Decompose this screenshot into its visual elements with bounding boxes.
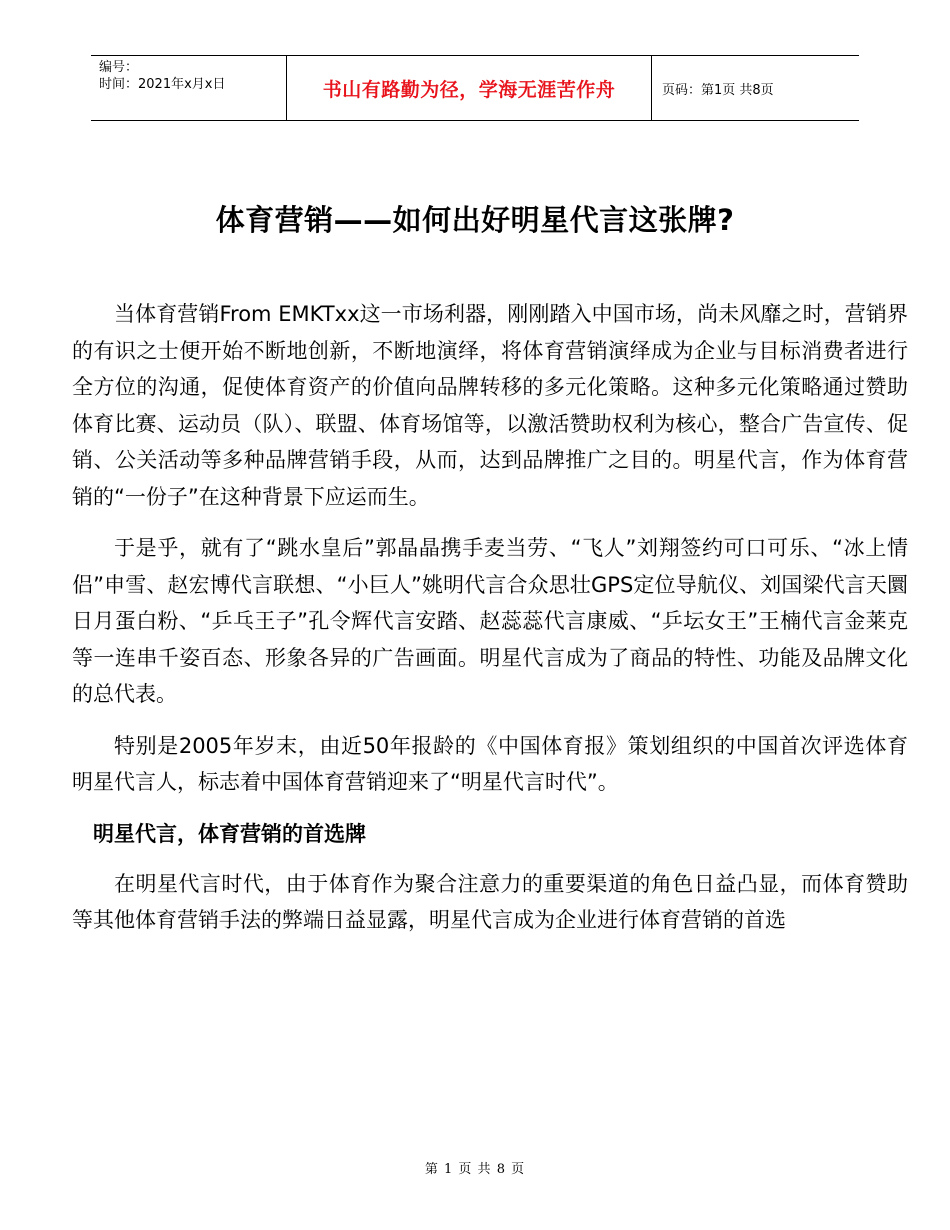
- paragraph-3: 特别是2005年岁末，由近50年报龄的《中国体育报》策划组织的中国首次评选体育明星代言人，标志着中国体育营销迎来了“明星代言时代”。: [72, 733, 908, 794]
- document-number: 编号：: [99, 60, 139, 75]
- page-header: [91, 55, 859, 121]
- article-body: [72, 296, 908, 954]
- header-meta: [91, 56, 286, 120]
- document-time: 时间：2021年x月x日: [99, 77, 226, 92]
- header-page-info: 页码：第1页 共8页: [662, 82, 774, 98]
- paragraph-2: 于是乎，就有了“跳水皇后”郭晶晶携手麦当劳、“飞人”刘翔签约可口可乐、“冰上情侣”申雪、赵宏博代言联想、“小巨人”姚明代言合众思壮GPS定位导航仪、刘国梁代言天圜日月蛋白粉、“乒乓王子”孔令辉代言安踏、赵蕊蕊代言康威、“乒坛女王”王楠代言金莱克等一连串千姿百态、形象各异的广告画面。明星代言成为了商品的特性、功能及品牌文化的总代表。: [72, 536, 908, 706]
- paragraph-4: 在明星代言时代，由于体育作为聚合注意力的重要渠道的角色日益凸显，而体育赞助等其他体育营销手法的弊端日益显露，明星代言成为企业进行体育营销的首选: [72, 871, 908, 932]
- header-motto: 书山有路勤为径，学海无涯苦作舟: [286, 56, 652, 120]
- paragraph-1: 当体育营销From EMKTxx这一市场利器，刚刚踏入中国市场，尚未风靡之时，营销界的有识之士便开始不断地创新，不断地演绎，将体育营销演绎成为企业与目标消费者进行全方位的沟通，促使体育资产的价值向品牌转移的多元化策略。这种多元化策略通过赞助体育比赛、运动员（队）、联盟、体育场馆等，以激活赞助权利为核心，整合广告宣传、促销、公关活动等多种品牌营销手段，从而，达到品牌推广之目的。明星代言，作为体育营销的“一份子”在这种背景下应运而生。: [72, 302, 908, 509]
- page-footer: 第 1 页 共 8 页: [424, 1162, 526, 1177]
- section-heading: 明星代言，体育营销的首选牌: [93, 821, 366, 846]
- article-title: 体育营销——如何出好明星代言这张牌?: [215, 203, 735, 237]
